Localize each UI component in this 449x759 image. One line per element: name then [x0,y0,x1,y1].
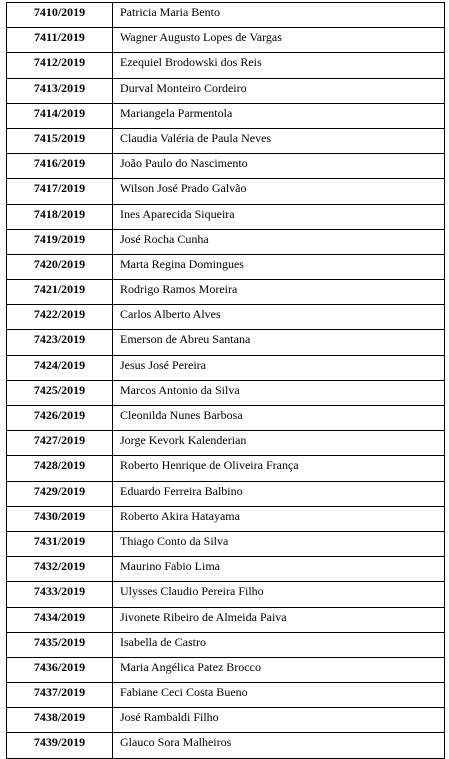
table-row [7,406,445,431]
table-row [7,582,445,607]
record-number: 7421/2019 [7,280,113,305]
record-number: 7416/2019 [7,154,113,179]
person-name: Fabiane Ceci Costa Bueno [113,683,445,708]
table-row [7,3,445,28]
record-number: 7437/2019 [7,683,113,708]
table-row [7,128,445,153]
person-name: Roberto Akira Hatayama [113,506,445,531]
table-row [7,481,445,506]
person-name: Eduardo Ferreira Balbino [113,481,445,506]
person-name: José Rocha Cunha [113,229,445,254]
record-number: 7413/2019 [7,78,113,103]
person-name: Isabella de Castro [113,632,445,657]
person-name: Wagner Augusto Lopes de Vargas [113,28,445,53]
person-name: Patricia Maria Bento [113,3,445,28]
person-name: Thiago Conto da Silva [113,531,445,556]
record-number: 7423/2019 [7,330,113,355]
person-name: Emerson de Abreu Santana [113,330,445,355]
person-name: Rodrigo Ramos Moreira [113,280,445,305]
record-number: 7433/2019 [7,582,113,607]
table-row [7,456,445,481]
record-number: 7438/2019 [7,708,113,733]
table-row [7,179,445,204]
table-row [7,330,445,355]
person-name: Ines Aparecida Siqueira [113,204,445,229]
record-number: 7420/2019 [7,254,113,279]
table-row [7,280,445,305]
table-row [7,708,445,733]
record-number: 7422/2019 [7,305,113,330]
record-number: 7434/2019 [7,607,113,632]
table-row [7,431,445,456]
table-row [7,103,445,128]
person-name: Marta Regina Domingues [113,254,445,279]
record-number: 7412/2019 [7,53,113,78]
records-table [6,2,445,759]
person-name: Mariangela Parmentola [113,103,445,128]
person-name: Ulysses Claudio Pereira Filho [113,582,445,607]
person-name: Maria Angélica Patez Brocco [113,657,445,682]
table-row [7,78,445,103]
table-row [7,53,445,78]
table-row [7,506,445,531]
person-name: João Paulo do Nascimento [113,154,445,179]
person-name: Jorge Kevork Kalenderian [113,431,445,456]
person-name: Jesus José Pereira [113,355,445,380]
table-row [7,380,445,405]
table-row [7,154,445,179]
record-number: 7429/2019 [7,481,113,506]
records-table-body [7,3,445,759]
person-name: Maurino Fabio Lima [113,557,445,582]
table-row [7,632,445,657]
table-row [7,305,445,330]
table-row [7,607,445,632]
record-number: 7411/2019 [7,28,113,53]
record-number: 7418/2019 [7,204,113,229]
person-name: Durval Monteiro Cordeiro [113,78,445,103]
person-name: Carlos Alberto Alves [113,305,445,330]
person-name: José Rambaldi Filho [113,708,445,733]
table-row [7,355,445,380]
person-name: Jivonete Ribeiro de Almeida Paiva [113,607,445,632]
table-row [7,204,445,229]
record-number: 7425/2019 [7,380,113,405]
table-row [7,229,445,254]
record-number: 7431/2019 [7,531,113,556]
person-name: Glauco Sora Malheiros [113,733,445,758]
record-number: 7415/2019 [7,128,113,153]
person-name: Wilson José Prado Galvão [113,179,445,204]
table-row [7,657,445,682]
record-number: 7424/2019 [7,355,113,380]
record-number: 7427/2019 [7,431,113,456]
person-name: Marcos Antonio da Silva [113,380,445,405]
record-number: 7410/2019 [7,3,113,28]
record-number: 7436/2019 [7,657,113,682]
table-row [7,531,445,556]
table-row [7,28,445,53]
record-number: 7435/2019 [7,632,113,657]
table-row [7,557,445,582]
person-name: Roberto Henrique de Oliveira França [113,456,445,481]
record-number: 7432/2019 [7,557,113,582]
person-name: Ezequiel Brodowski dos Reis [113,53,445,78]
table-row [7,254,445,279]
record-number: 7417/2019 [7,179,113,204]
record-number: 7414/2019 [7,103,113,128]
record-number: 7439/2019 [7,733,113,758]
record-number: 7428/2019 [7,456,113,481]
record-number: 7430/2019 [7,506,113,531]
person-name: Claudia Valéria de Paula Neves [113,128,445,153]
table-row [7,683,445,708]
record-number: 7419/2019 [7,229,113,254]
person-name: Cleonilda Nunes Barbosa [113,406,445,431]
table-row [7,733,445,758]
record-number: 7426/2019 [7,406,113,431]
